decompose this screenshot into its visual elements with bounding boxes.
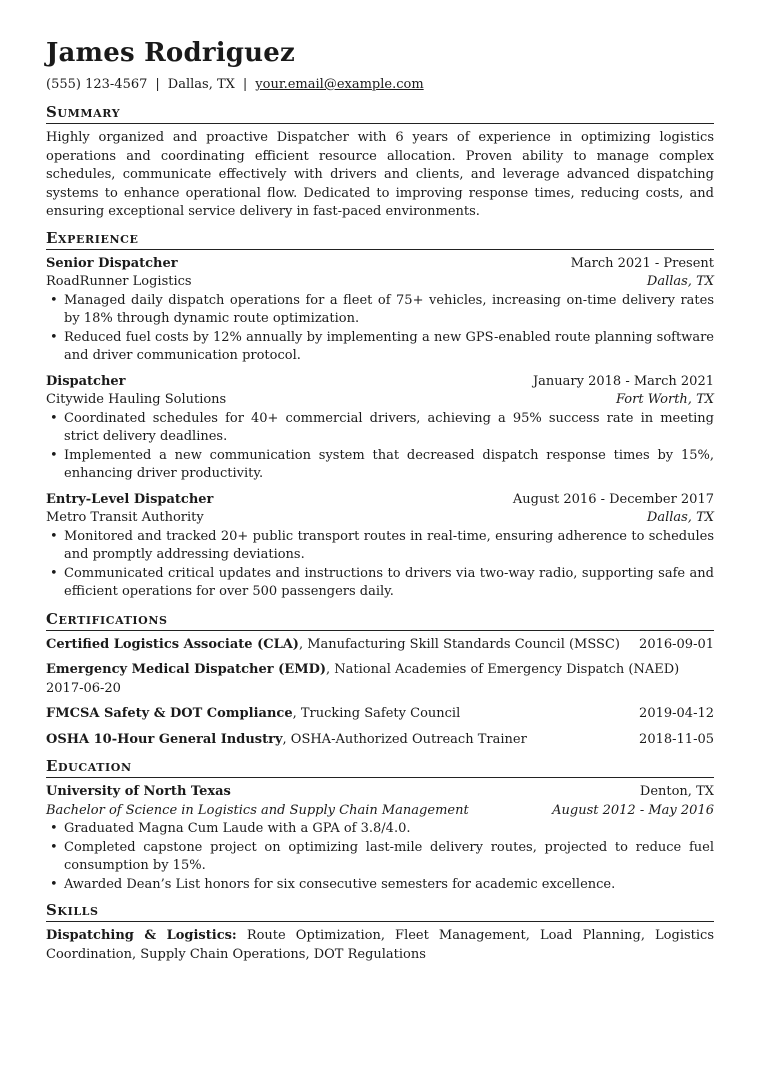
certification-date: 2018-11-05 [639,731,714,747]
job-dates: January 2018 - March 2021 [532,373,714,389]
section-title-certifications: Certifications [46,609,714,631]
certification-date: 2017-06-20 [46,680,121,696]
certification-date: 2019-04-12 [639,706,714,721]
separator: | [155,77,160,92]
skills-section [46,900,714,964]
section-title-summary: Summary [46,102,714,124]
company-name: RoadRunner Logistics [46,274,192,289]
certification-item [46,731,714,750]
email-link[interactable]: your.email@example.com [255,77,424,92]
experience-section [46,228,714,602]
job-title: Entry-Level Dispatcher [46,491,214,507]
job-dates: March 2021 - Present [570,255,714,271]
degree: Bachelor of Science in Logistics and Supply Chain Management [46,802,469,818]
bullet-item: • Implemented a new communication system that decreased dispatch response times by 15%, enhancing driver productivity. [64,447,714,484]
bullet-item: • Awarded Dean’s List honors for six consecutive semesters for academic excellence. [64,876,714,895]
job-location: Dallas, TX [646,274,714,289]
job-title: Senior Dispatcher [46,255,178,271]
job-entry [46,373,714,484]
certification-issuer: , Trucking Safety Council [292,706,461,721]
certification-name: Emergency Medical Dispatcher (EMD) [46,662,327,677]
job-dates: August 2016 - December 2017 [512,491,714,507]
certification-name: Certified Logistics Associate (CLA) [46,636,299,652]
company-name: Citywide Hauling Solutions [46,392,227,407]
phone: (555) 123-4567 [46,77,148,92]
bullet-item: • Completed capstone project on optimizing last-mile delivery routes, projected to reduce fuel consumption by 15%. [64,839,714,876]
contact-line [46,76,714,94]
separator: | [242,77,248,92]
job-entry [46,255,714,366]
bullet-item: • Graduated Magna Cum Laude with a GPA of 3.8/4.0. [64,820,714,839]
certification-issuer: , Manufacturing Skill Standards Council (MSSC) [298,636,620,652]
school-name: University of North Texas [46,784,231,799]
school-location: Denton, TX [639,784,714,799]
certification-name: OSHA 10-Hour General Industry [46,731,283,747]
candidate-name: James Rodriguez [46,38,295,68]
certification-issuer: , National Academies of Emergency Dispatch (NAED) [326,662,680,677]
job-bullets [46,528,714,602]
job-location: Fort Worth, TX [615,392,714,407]
certifications-section [46,609,714,750]
bullet-item: • Reduced fuel costs by 12% annually by implementing a new GPS-enabled route planning software and driver communication protocol. [64,329,714,366]
section-title-education: Education [46,756,714,778]
skills-list: Route Optimization, Fleet Management, Load Planning, Logistics Coordination, Supply Chain Operations, DOT Regulations [46,928,714,962]
company-name: Metro Transit Authority [46,510,204,525]
education-dates: August 2012 - May 2016 [552,802,714,818]
location: Dallas, TX [167,77,235,92]
certification-name: FMCSA Safety & DOT Compliance [46,706,293,721]
job-bullets [46,292,714,366]
summary-text: Highly organized and proactive Dispatcher with 6 years of experience in optimizing logistics operations and coordinating efficient resource allocation. Proven ability to manage complex schedules, communicate effectively with drivers and clients, and leverage advanced dispatching systems to enhance operational flow. Dedicated to improving response times, reducing costs, and ensuring exceptional service delivery in fast-paced environments. [46,130,714,219]
bullet-item: • Communicated critical updates and instructions to drivers via two-way radio, supporting safe and efficient operations for over 500 passengers daily. [64,565,714,602]
certification-item [46,705,714,724]
summary-section [46,102,714,222]
bullet-item: • Coordinated schedules for 40+ commercial drivers, achieving a 95% success rate in meeting strict delivery deadlines. [64,410,714,447]
skills-text [46,927,714,964]
bullet-item: • Managed daily dispatch operations for a fleet of 75+ vehicles, increasing on-time delivery rates by 18% through dynamic route optimization. [64,292,714,329]
education-bullets [46,820,714,894]
certification-item [46,661,714,698]
skills-category: Dispatching & Logistics: [46,928,237,943]
job-title: Dispatcher [46,373,126,389]
section-title-skills: Skills [46,900,714,922]
certification-date: 2016-09-01 [639,636,714,652]
job-entry [46,491,714,602]
job-location: Dallas, TX [646,510,714,525]
job-bullets [46,410,714,484]
bullet-item: • Monitored and tracked 20+ public transport routes in real-time, ensuring adherence to schedules and promptly addressing deviations. [64,528,714,565]
certification-issuer: , OSHA-Authorized Outreach Trainer [282,731,527,747]
section-title-experience: Experience [46,228,714,250]
education-section [46,756,714,894]
certification-item [46,636,714,655]
